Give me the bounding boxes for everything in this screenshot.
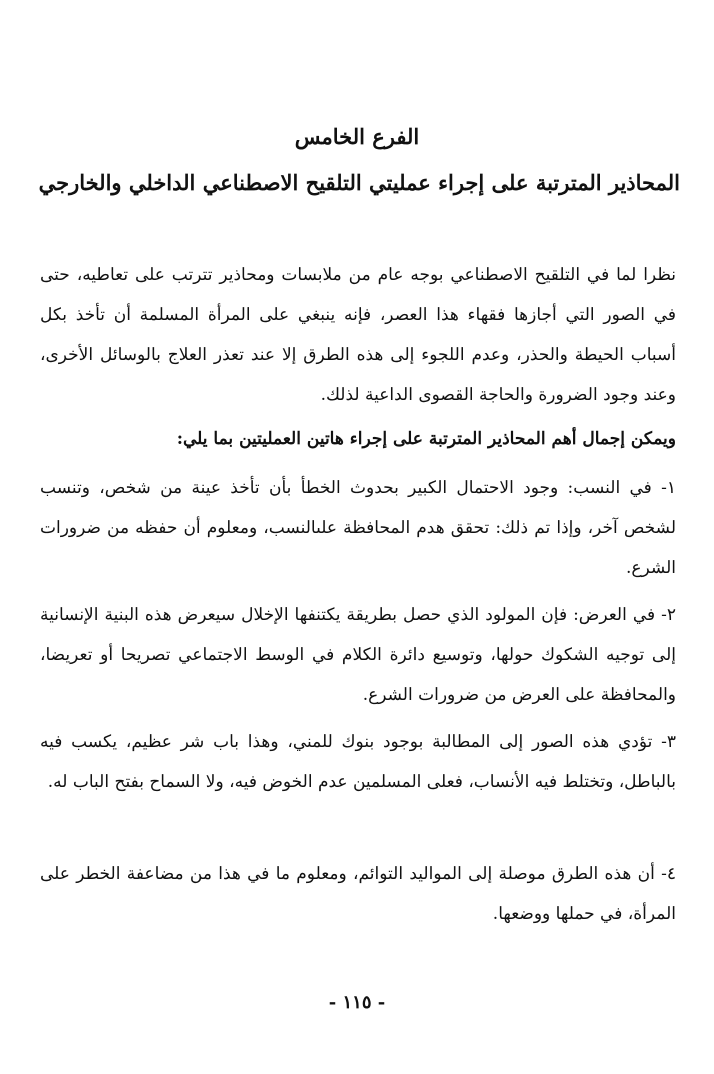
intro-paragraph: نظرا لما في التلقيح الاصطناعي بوجه عام من ملابسات ومحاذير تترتب على تعاطيه، حتى في الصور التي أجازها فقهاء هذا العصر، فإنه ينبغي على المرأة المسلمة أن تأخذ بكل أسباب الحيطة والحذر، وعدم اللجوء إلى هذه الطرق إلا عند تعذر العلاج بالوسائل الأخرى، وعند وجود الضرورة والحاجة القصوى الداعية لذلك. [40, 265, 676, 405]
page-number: - ١١٥ - [328, 992, 386, 1013]
lead-paragraph: ويمكن إجمال أهم المحاذير المترتبة على إجراء هاتين العمليتين بما يلي: [176, 429, 676, 449]
section-label: الفرع الخامس [294, 124, 420, 149]
list-item: ٤- أن هذه الطرق موصلة إلى المواليد التوائم، ومعلوم ما في هذا من مضاعفة الخطر على المرأة، في حملها ووضعها. [40, 864, 676, 924]
list-item: ٢- في العرض: فإن المولود الذي حصل بطريقة يكتنفها الإخلال سيعرض هذه البنية الإنسانية إلى توجيه الشكوك حولها، وتوسيع دائرة الكلام في الوسط الاجتماعي تصريحا أو تعريضا، والمحافظة على العرض من ضرورات الشرع. [40, 605, 676, 705]
section-title: المحاذير المترتبة على إجراء عمليتي التلقيح الاصطناعي الداخلي والخارجي [38, 170, 680, 195]
list-item: ١- في النسب: وجود الاحتمال الكبير بحدوث الخطأ بأن تأخذ عينة من شخص، وتنسب لشخص آخر، وإذا تم ذلك: تحقق هدم المحافظة علىالنسب، ومعلوم أن حفظه من ضرورات الشرع. [40, 478, 676, 578]
list-item: ٣- تؤدي هذه الصور إلى المطالبة بوجود بنوك للمني، وهذا باب شر عظيم، يكسب فيه بالباطل، وتختلط فيه الأنساب، فعلى المسلمين عدم الخوض فيه، ولا السماح بفتح الباب له. [40, 732, 676, 792]
